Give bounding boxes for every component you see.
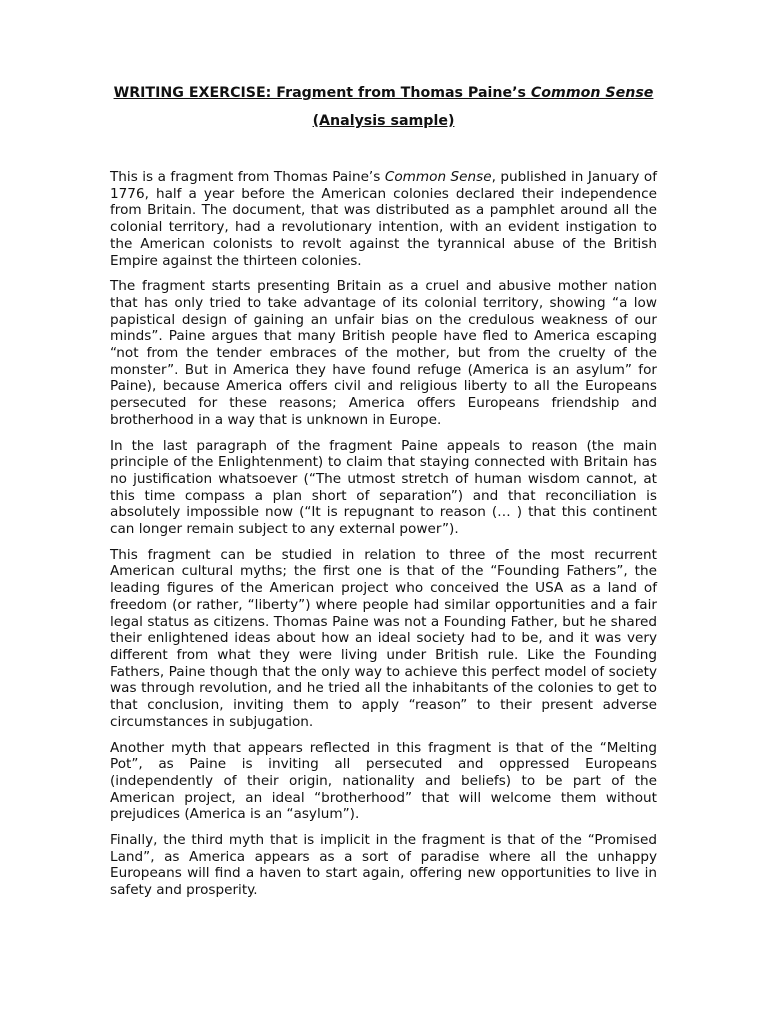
- paragraph-founding-fathers: This fragment can be studied in relation to three of the most recurrent American cultural myths; the first one is that of the “Founding Fathers”, the leading figures of the American project who conceived the USA as a land of freedom (or rather, “liberty”) where people had similar opportunities and a fair legal status as citizens. Thomas Paine was not a Founding Father, but he shared their enlightened ideas about how an ideal society had to be, and it was very different from what they were living under British rule. Like the Founding Fathers, Paine though that the only way to achieve this perfect model of society was through revolution, and he tried all the inhabitants of the colonies to get to that conclusion, inviting them to apply “reason” to their present adverse circumstances in subjugation.: [110, 546, 657, 730]
- document-title-text: WRITING EXERCISE: Fragment from Thomas Paine’s: [113, 85, 531, 101]
- paragraph-melting-pot: Another myth that appears reflected in this fragment is that of the “Melting Pot”, as Paine is inviting all persecuted and oppressed Europeans (independently of their origin, nationality and beliefs) to be part of the American project, an ideal “brotherhood” that will welcome them without prejudices (America is an “asylum”).: [110, 739, 657, 823]
- document-page: [110, 85, 657, 908]
- paragraph-intro-end: , published in January of 1776, half a year before the American colonies declared their independence from Britain. The document, that was distributed as a pamphlet around all the colonial territory, had a revolutionary intention, with an evident instigation to the American colonists to revolt against the tyrannical abuse of the British Empire against the thirteen colonies.: [110, 169, 657, 269]
- paragraph-intro-start: This is a fragment from Thomas Paine’s: [110, 169, 385, 185]
- paragraph-intro: [110, 169, 657, 269]
- paragraph-intro-italic: Common Sense: [384, 169, 492, 185]
- document-subtitle: (Analysis sample): [312, 113, 455, 129]
- document-title: [110, 85, 657, 102]
- document-body: [110, 169, 657, 899]
- paragraph-promised-land: Finally, the third myth that is implicit in the fragment is that of the “Promised Land”, as America appears as a sort of paradise where all the unhappy Europeans will find a haven to start again, offering new opportunities to live in safety and prosperity.: [110, 832, 657, 899]
- paragraph-reason: In the last paragraph of the fragment Paine appeals to reason (the main principle of the Enlightenment) to claim that staying connected with Britain has no justification whatsoever (“The utmost stretch of human wisdom cannot, at this time compass a plan short of separation”) and that reconciliation is absolutely impossible now (“It is repugnant to reason (… ) that this continent can longer remain subject to any external power”).: [110, 437, 657, 538]
- document-title-italic: Common Sense: [530, 85, 654, 101]
- paragraph-britain: The fragment starts presenting Britain as a cruel and abusive mother nation that has only tried to take advantage of its colonial territory, showing “a low papistical design of gaining an unfair bias on the credulous weakness of our minds”. Paine argues that many British people have fled to America escaping “not from the tender embraces of the mother, but from the cruelty of the monster”. But in America they have found refuge (America is an asylum” for Paine), because America offers civil and religious liberty to all the Europeans persecuted for these reasons; America offers Europeans friendship and brotherhood in a way that is unknown in Europe.: [110, 278, 657, 428]
